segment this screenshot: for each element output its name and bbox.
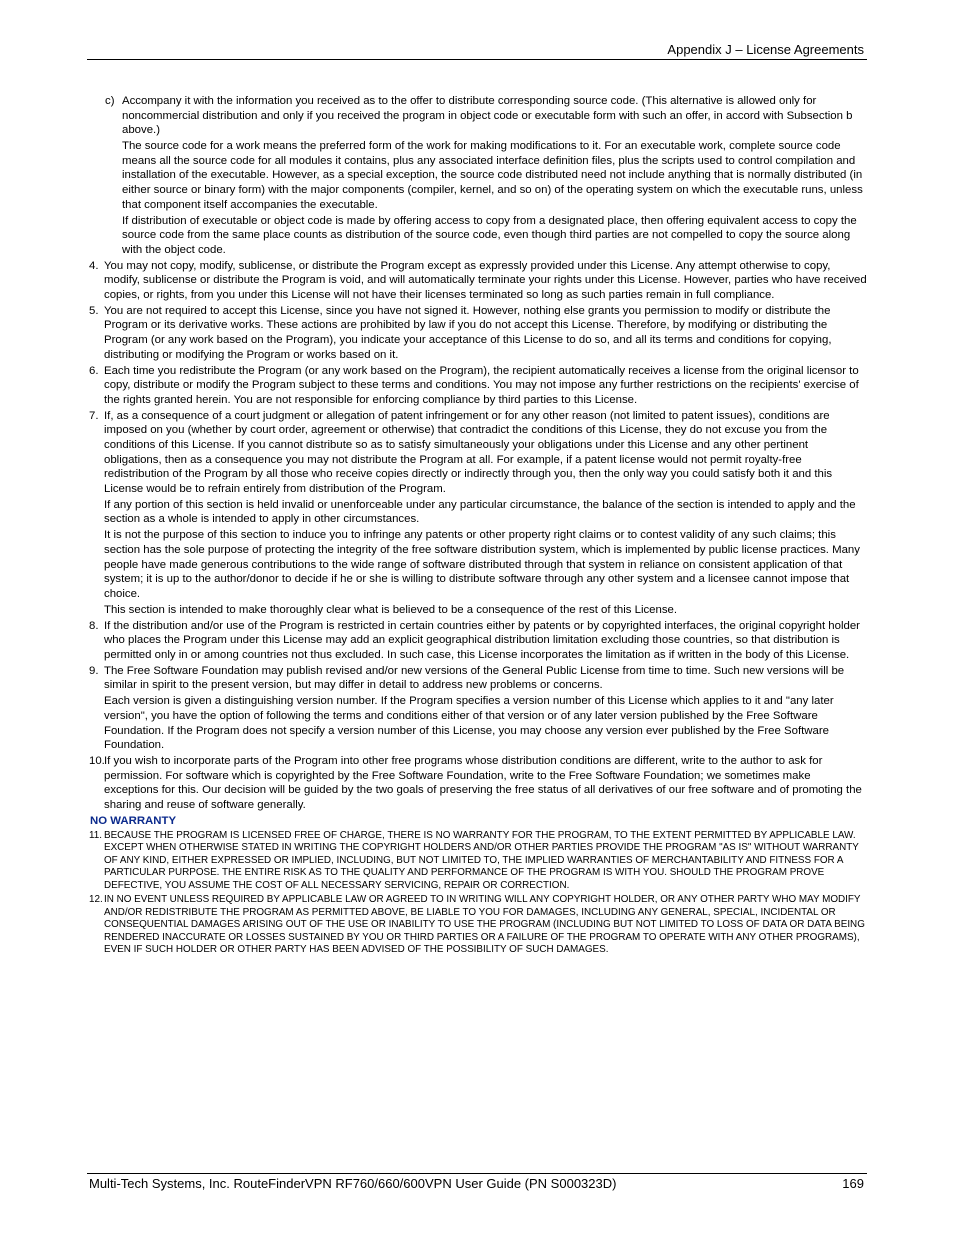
paragraph: You may not copy, modify, sublicense, or distribute the Program except as expressly provided under this License. Any attempt otherwise to copy, modify, sublicense or distribute the Program is void, and will automatically terminate your rights under this License. However, parties who have received copies, or rights, from you under this License will not have their licenses terminated so long as such parties remain in full compliance.: [104, 259, 867, 301]
section-number: 9.: [89, 664, 99, 677]
footer-text: Multi-Tech Systems, Inc. RouteFinderVPN RF760/660/600VPN User Guide (PN S000323D): [89, 1176, 617, 1191]
paragraph: Each version is given a distinguishing version number. If the Program specifies a version number of this License which applies to it and "any later version", you have the option of following the terms and conditions either of that version or of any later version published by the Free Software Foundation. If the Program does not specify a version number of this License, you may choose any version ever published by the Free Software Foundation.: [104, 695, 834, 752]
section-number: 10.: [89, 755, 105, 768]
paragraph: The source code for a work means the preferred form of the work for making modifications to it. For an executable work, complete source code means all the source code for all modules it contains, plus any associated interface definition files, plus the scripts used to control compilation and installation of the executable. However, as a special exception, the source code distributed need not include anything that is normally distributed (in either source or binary form) with the major components (compiler, kernel, and so on) of the operating system on which the executable runs, unless that component itself accompanies the executable.: [122, 140, 863, 211]
paragraph: Each time you redistribute the Program (or any work based on the Program), the recipient automatically receives a license from the original licensor to copy, distribute or modify the Program subject to these terms and conditions. You may not impose any further restrictions on the recipients' exercise of the rights granted herein. You are not responsible for enforcing compliance by third parties to this License.: [104, 364, 859, 406]
section-8: [87, 619, 867, 663]
paragraph: If the distribution and/or use of the Program is restricted in certain countries either by patents or by copyrighted interfaces, the original copyright holder who places the Program under this License may add an explicit geographical distribution limitation excluding those countries, so that distribution is permitted only in or among countries not thus excluded. In such case, this License incorporates the limitation as if written in the body of this License.: [104, 619, 860, 661]
no-warranty-heading: NO WARRANTY: [90, 814, 177, 827]
section-number: 6.: [89, 364, 99, 377]
paragraph: If distribution of executable or object code is made by offering access to copy from a designated place, then offering equivalent access to copy the source code from the same place counts as distribution of the source code, even though third parties are not compelled to copy the source along with the object code.: [122, 214, 857, 256]
sub-item-c: [87, 94, 867, 257]
section-number: 8.: [89, 619, 99, 632]
header-rule: [87, 59, 867, 60]
section-4: [87, 259, 867, 303]
paragraph: If, as a consequence of a court judgment or allegation of patent infringement or for any other reason (not limited to patent issues), conditions are imposed on you (whether by court order, agreement or otherwise) that contradict the conditions of this License, they do not excuse you from the conditions of this License. If you cannot distribute so as to satisfy simultaneously your obligations under this License and any other pertinent obligations, then as a consequence you may not distribute the Program at all. For example, if a patent license would not permit royalty-free redistribution of the Program by all those who receive copies directly or indirectly through you, then the only way you could satisfy both it and this License would be to refrain entirely from distribution of the Program.: [104, 409, 833, 495]
paragraph: Accompany it with the information you received as to the offer to distribute corresponding source code. (This alternative is allowed only for noncommercial distribution and only if you received the program in object code or executable form with such an offer, in accord with Subsection b above.): [122, 95, 853, 137]
paragraph: IN NO EVENT UNLESS REQUIRED BY APPLICABLE LAW OR AGREED TO IN WRITING WILL ANY COPYRIGHT HOLDER, OR ANY OTHER PARTY WHO MAY MODIFY AND/OR REDISTRIBUTE THE PROGRAM AS PERMITTED ABOVE, BE LIABLE TO YOU FOR DAMAGES, INCLUDING ANY GENERAL, SPECIAL, INCIDENTAL OR CONSEQUENTIAL DAMAGES ARISING OUT OF THE USE OR INABILITY TO USE THE PROGRAM (INCLUDING BUT NOT LIMITED TO LOSS OF DATA OR DATA BEING RENDERED INACCURATE OR LOSSES SUSTAINED BY YOU OR THIRD PARTIES OR A FAILURE OF THE PROGRAM TO OPERATE WITH ANY OTHER PROGRAMS), EVEN IF SUCH HOLDER OR OTHER PARTY HAS BEEN ADVISED OF THE POSSIBILITY OF SUCH DAMAGES.: [104, 893, 865, 956]
section-number: 12.: [89, 893, 103, 905]
section-10: [87, 754, 867, 812]
license-body: [87, 94, 867, 958]
paragraph: The Free Software Foundation may publish revised and/or new versions of the General Public License from time to time. Such new versions will be similar in spirit to the present version, but may differ in detail to address new problems or concerns.: [104, 664, 845, 692]
header-title: Appendix J – License Agreements: [667, 42, 864, 57]
sub-item-label: c): [105, 95, 115, 107]
paragraph: You are not required to accept this License, since you have not signed it. However, nothing else grants you permission to modify or distribute the Program or its derivative works. These actions are prohibited by law if you do not accept this License. Therefore, by modifying or distributing the Program (or any work based on the Program), you indicate your acceptance of this License to do so, and all its terms and conditions for copying, distributing or modifying the Program or works based on it.: [104, 304, 832, 361]
page-number: 169: [842, 1176, 864, 1191]
section-6: [87, 364, 867, 408]
paragraph: BECAUSE THE PROGRAM IS LICENSED FREE OF CHARGE, THERE IS NO WARRANTY FOR THE PROGRAM, TO THE EXTENT PERMITTED BY APPLICABLE LAW. EXCEPT WHEN OTHERWISE STATED IN WRITING THE COPYRIGHT HOLDERS AND/OR OTHER PARTIES PROVIDE THE PROGRAM "AS IS" WITHOUT WARRANTY OF ANY KIND, EITHER EXPRESSED OR IMPLIED, INCLUDING, BUT NOT LIMITED TO, THE IMPLIED WARRANTIES OF MERCHANTABILITY AND FITNESS FOR A PARTICULAR PURPOSE. THE ENTIRE RISK AS TO THE QUALITY AND PERFORMANCE OF THE PROGRAM IS WITH YOU. SHOULD THE PROGRAM PROVE DEFECTIVE, YOU ASSUME THE COST OF ALL NECESSARY SERVICING, REPAIR OR CORRECTION.: [104, 829, 859, 891]
paragraph: If any portion of this section is held invalid or unenforceable under any particular circumstance, the balance of the section is intended to apply and the section as a whole is intended to apply in other circumstances.: [104, 498, 856, 526]
section-11: [87, 830, 867, 893]
section-7: [87, 409, 867, 617]
section-12: [87, 894, 867, 957]
footer-rule: [87, 1173, 867, 1174]
section-number: 5.: [89, 304, 99, 317]
paragraph: If you wish to incorporate parts of the Program into other free programs whose distribution conditions are different, write to the author to ask for permission. For software which is copyrighted by the Free Software Foundation, write to the Free Software Foundation; we sometimes make exceptions for this. Our decision will be guided by the two goals of preserving the free status of all derivatives of our free software and of promoting the sharing and reuse of software generally.: [104, 755, 862, 811]
no-warranty-section: [87, 830, 867, 957]
paragraph: This section is intended to make thoroughly clear what is believed to be a consequence of the rest of this License.: [104, 603, 678, 616]
section-number: 11.: [89, 829, 102, 841]
section-number: 7.: [89, 409, 99, 422]
section-5: [87, 304, 867, 362]
section-number: 4.: [89, 259, 99, 272]
paragraph: It is not the purpose of this section to induce you to infringe any patents or other property right claims or to contest validity of any such claims; this section has the sole purpose of protecting the integrity of the free software distribution system, which is implemented by public license practices. Many people have made generous contributions to the wide range of software distributed through that system in reliance on consistent application of that system; it is up to the author/donor to decide if he or she is willing to distribute software through any other system and a licensee cannot impose that choice.: [104, 529, 860, 600]
section-9: [87, 664, 867, 753]
